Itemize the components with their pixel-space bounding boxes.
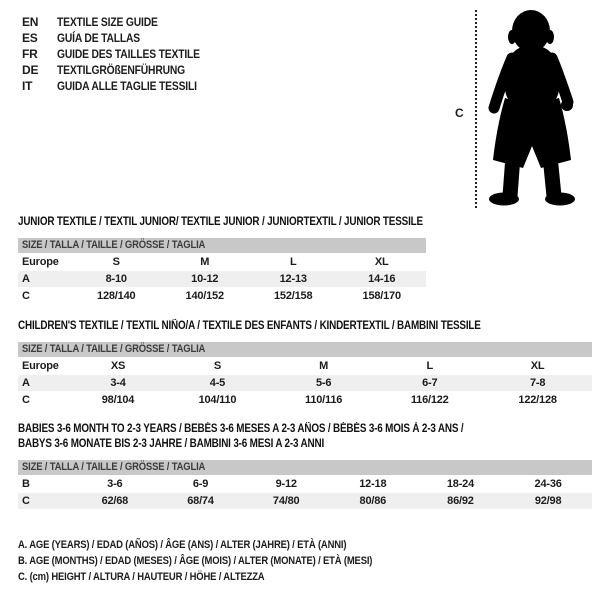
language-code: ES bbox=[22, 31, 38, 45]
size-value-cell: 80/86 bbox=[329, 493, 417, 510]
size-value-cell: 68/74 bbox=[158, 493, 244, 510]
row-label-cell: C bbox=[22, 290, 30, 302]
size-value-cell: 8-10 bbox=[72, 271, 160, 288]
language-code: IT bbox=[22, 79, 33, 93]
table-row bbox=[18, 375, 592, 392]
language-row bbox=[22, 62, 223, 78]
size-value-cell: 12-13 bbox=[249, 271, 337, 288]
size-value-cell: 3-4 bbox=[72, 375, 164, 392]
size-value-cell: 6-9 bbox=[192, 478, 209, 490]
language-code: EN bbox=[22, 15, 39, 29]
row-label-cell: C bbox=[22, 394, 30, 406]
size-value-cell: 128/140 bbox=[97, 290, 136, 302]
size-value-cell: XS bbox=[110, 360, 126, 372]
size-value-cell: L bbox=[426, 360, 433, 372]
row-label-cell: Europe bbox=[22, 256, 59, 268]
size-value-cell: 6-7 bbox=[376, 375, 483, 392]
height-label: C bbox=[455, 106, 464, 120]
table-title-block bbox=[18, 319, 592, 334]
size-value-cell: XL bbox=[374, 256, 389, 268]
babies-textile-section bbox=[18, 422, 592, 510]
size-value-cell: 7-8 bbox=[483, 375, 592, 392]
footnotes bbox=[18, 537, 430, 585]
size-value-cell: 158/170 bbox=[362, 290, 401, 302]
language-label: TEXTILGRÖßENFÜHRUNG bbox=[57, 63, 186, 77]
size-header-text: SIZE / TALLA / TAILLE / GRÖSSE / TAGLIA bbox=[22, 239, 206, 251]
language-row bbox=[22, 46, 223, 62]
size-value-cell: 116/122 bbox=[410, 394, 449, 406]
size-value-cell: 86/92 bbox=[417, 493, 505, 510]
table-title-block bbox=[18, 215, 489, 230]
size-header-cell bbox=[18, 342, 592, 358]
size-table bbox=[18, 342, 592, 409]
size-value-cell: M bbox=[200, 256, 210, 268]
table-title bbox=[18, 215, 489, 230]
size-value-cell: 98/104 bbox=[101, 394, 135, 406]
childrens-textile-section bbox=[18, 319, 592, 409]
table-title bbox=[18, 437, 592, 452]
footnote-text: A. AGE (YEARS) / EDAD (AÑOS) / ÂGE (ANS) / ALTER (JAHRE) / ETÀ (ANNI) bbox=[18, 539, 347, 551]
size-value-cell: 12-18 bbox=[359, 478, 387, 490]
height-measure-line bbox=[475, 10, 477, 208]
size-value-cell: 92/98 bbox=[504, 493, 592, 510]
table-header-row bbox=[18, 460, 592, 476]
footnote-line bbox=[18, 569, 430, 585]
size-value-cell: 9-12 bbox=[275, 478, 297, 490]
size-value-cell: 74/80 bbox=[243, 493, 329, 510]
language-row bbox=[22, 30, 223, 46]
size-value-cell: 3-6 bbox=[107, 478, 123, 490]
size-value-cell: M bbox=[319, 360, 329, 372]
language-label: GUIDE DES TAILLES TEXTILE bbox=[57, 47, 200, 61]
size-value-cell: L bbox=[289, 256, 297, 268]
table-title-text: CHILDREN'S TEXTILE / TEXTIL NIÑO/A / TEXTILE DES ENFANTS / KINDERTEXTIL / BAMBINI TESSILE bbox=[18, 320, 481, 332]
size-value-cell: S bbox=[213, 360, 222, 372]
size-header-cell bbox=[18, 460, 592, 476]
table-header-row bbox=[18, 238, 426, 254]
table-row bbox=[18, 288, 426, 305]
size-value-cell: 4-5 bbox=[164, 375, 271, 392]
language-list bbox=[22, 14, 223, 94]
table-title bbox=[18, 422, 592, 437]
size-value-cell: 18-24 bbox=[446, 478, 474, 490]
language-label: GUÍA DE TALLAS bbox=[57, 31, 141, 45]
size-value-cell: 140/152 bbox=[185, 290, 224, 302]
table-title-text: BABIES 3-6 MONTH TO 2-3 YEARS / BEBÉS 3-6 MESES A 2-3 AÑOS / BÉBÉS 3-6 MOIS À 2-3 ANS / bbox=[18, 423, 464, 435]
row-label-cell: A bbox=[18, 271, 72, 288]
baby-silhouette-icon bbox=[483, 6, 583, 206]
language-label: TEXTILE SIZE GUIDE bbox=[57, 15, 158, 29]
size-value-cell: XL bbox=[530, 360, 545, 372]
table-row bbox=[18, 271, 426, 288]
size-value-cell: 14-16 bbox=[337, 271, 426, 288]
baby-silhouette-shape bbox=[489, 10, 575, 206]
language-row bbox=[22, 78, 223, 94]
size-table bbox=[18, 460, 592, 510]
table-row bbox=[18, 476, 592, 493]
size-value-cell: S bbox=[112, 256, 120, 268]
table-row bbox=[18, 254, 426, 271]
size-value-cell: 122/128 bbox=[518, 394, 557, 406]
size-value-cell: 152/158 bbox=[274, 290, 313, 302]
size-value-cell: 24-36 bbox=[534, 478, 562, 490]
row-label-cell: Europe bbox=[22, 360, 59, 372]
junior-textile-section bbox=[18, 215, 489, 305]
footnote-line bbox=[18, 553, 430, 569]
size-value-cell: 10-12 bbox=[160, 271, 248, 288]
size-header-text: SIZE / TALLA / TAILLE / GRÖSSE / TAGLIA bbox=[22, 343, 206, 355]
table-row bbox=[18, 392, 592, 409]
footnote-text: C. (cm) HEIGHT / ALTURA / HAUTEUR / HÖHE / ALTEZZA bbox=[18, 571, 265, 583]
table-row bbox=[18, 493, 592, 510]
footnote-text: B. AGE (MONTHS) / EDAD (MESES) / ÂGE (MOIS) / ALTER (MONATE) / ETÀ (MESI) bbox=[18, 555, 373, 567]
size-value-cell: 104/110 bbox=[198, 394, 237, 406]
language-code: FR bbox=[22, 47, 38, 61]
table-title-text: BABYS 3-6 MONATE BIS 2-3 JAHRE / BAMBINI 3-6 MESI A 2-3 ANNI bbox=[18, 438, 325, 450]
language-label: GUIDA ALLE TAGLIE TESSILI bbox=[57, 79, 197, 93]
table-row bbox=[18, 358, 592, 375]
language-code: DE bbox=[22, 63, 39, 77]
table-title-text: JUNIOR TEXTILE / TEXTIL JUNIOR/ TEXTILE JUNIOR / JUNIORTEXTIL / JUNIOR TESSILE bbox=[18, 216, 423, 228]
footnote-line bbox=[18, 537, 430, 553]
size-value-cell: 110/116 bbox=[305, 394, 343, 406]
size-header-cell bbox=[18, 238, 426, 254]
row-label-cell: C bbox=[18, 493, 72, 510]
table-title-block bbox=[18, 422, 592, 452]
size-value-cell: 5-6 bbox=[271, 375, 376, 392]
size-header-text: SIZE / TALLA / TAILLE / GRÖSSE / TAGLIA bbox=[22, 461, 206, 473]
size-value-cell: 62/68 bbox=[72, 493, 158, 510]
row-label-cell: A bbox=[18, 375, 72, 392]
table-title bbox=[18, 319, 592, 334]
row-label-cell: B bbox=[22, 478, 30, 490]
size-table bbox=[18, 238, 426, 305]
language-row bbox=[22, 14, 223, 30]
table-header-row bbox=[18, 342, 592, 358]
